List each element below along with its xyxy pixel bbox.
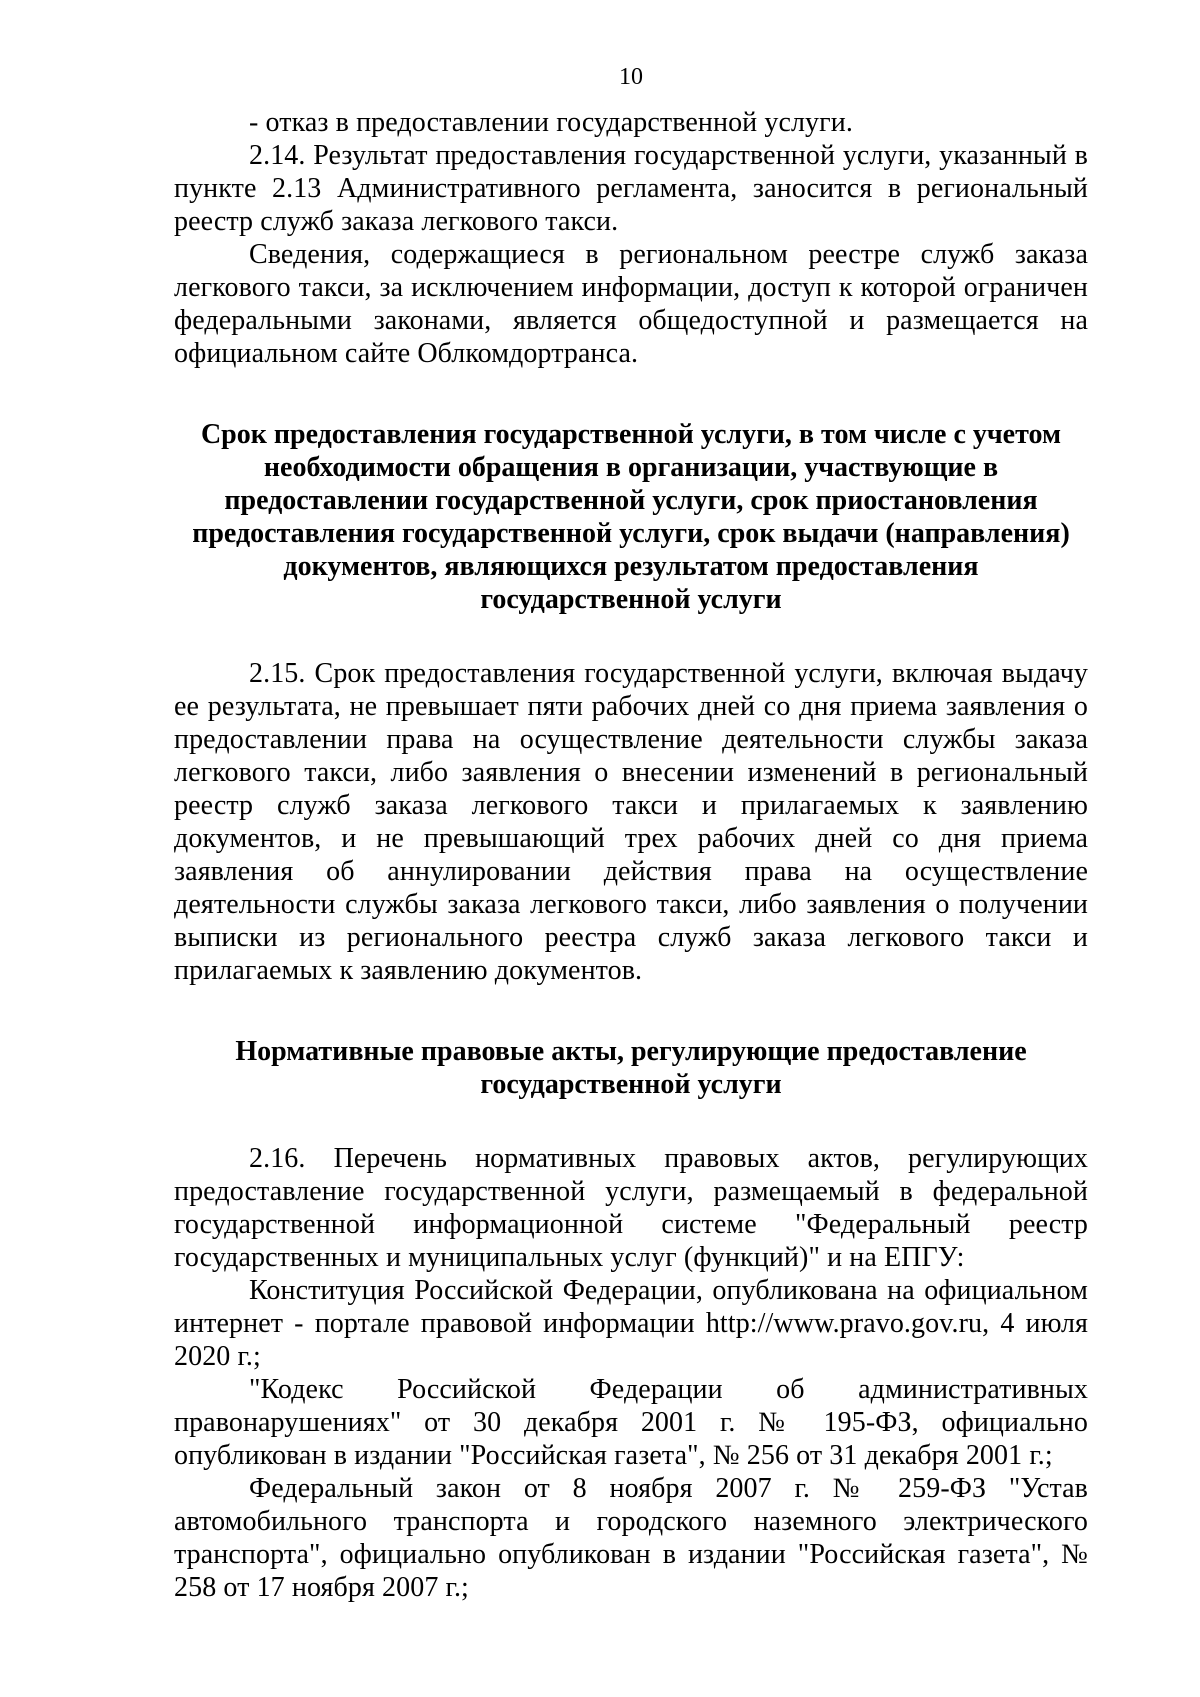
paragraph-public-info: Сведения, содержащиеся в региональном реестре служб заказа легкового такси, за исключением информации, доступ к которой ограничен федеральными законами, является общедоступной и размещается на официальном сайте Облкомдортранса. bbox=[174, 239, 1088, 369]
paragraph-2-14: 2.14. Результат предоставления государственной услуги, указанный в пункте 2.13 Административного регламента, заносится в региональный реестр служб заказа легкового такси. bbox=[174, 140, 1088, 237]
page-number: 10 bbox=[619, 64, 643, 90]
paragraph-koap: "Кодекс Российской Федерации об административных правонарушениях" от 30 декабря 2001 г. № 195-ФЗ, официально опубликован в издании "Российская газета", № 256 от 31 декабря 2001 г.; bbox=[174, 1374, 1088, 1471]
paragraph-2-16: 2.16. Перечень нормативных правовых актов, регулирующих предоставление государственной услуги, размещаемый в федеральной государственной информационной системе "Федеральный реестр государственных и муниципальных услуг (функций)" и на ЕПГУ: bbox=[174, 1143, 1088, 1273]
section-heading-legal-acts: Нормативные правовые акты, регулирующие предоставление государственной услуги bbox=[235, 1036, 1027, 1100]
paragraph-constitution: Конституция Российской Федерации, опубликована на официальном интернет - портале правовой информации http://www.pravo.gov.ru, 4 июля 2020 г.; bbox=[174, 1275, 1088, 1372]
paragraph-federal-law-259: Федеральный закон от 8 ноября 2007 г. № 259-ФЗ "Устав автомобильного транспорта и городского наземного электрического транспорта", официально опубликован в издании "Российская газета", № 258 от 17 ноября 2007 г.; bbox=[174, 1473, 1088, 1603]
section-heading-term: Срок предоставления государственной услуги, в том числе с учетом необходимости обращения в организации, участвующие в предоставлении государственной услуги, срок приостановления предоставления государственной услуги, срок выдачи (направления) документов, являющихся результатом предоставления государственной услуги bbox=[192, 419, 1070, 615]
paragraph-2-15: 2.15. Срок предоставления государственной услуги, включая выдачу ее результата, не превышает пяти рабочих дней со дня приема заявления о предоставлении права на осуществление деятельности службы заказа легкового такси, либо заявления о внесении изменений в региональный реестр служб заказа легкового такси и прилагаемых к заявлению документов, и не превышающий трех рабочих дней со дня приема заявления об аннулировании действия права на осуществление деятельности службы заказа легкового такси, либо заявления о получении выписки из регионального реестра служб заказа легкового такси и прилагаемых к заявлению документов. bbox=[174, 658, 1088, 986]
paragraph-refusal: - отказ в предоставлении государственной услуги. bbox=[249, 107, 853, 138]
document-page bbox=[174, 62, 1088, 1604]
